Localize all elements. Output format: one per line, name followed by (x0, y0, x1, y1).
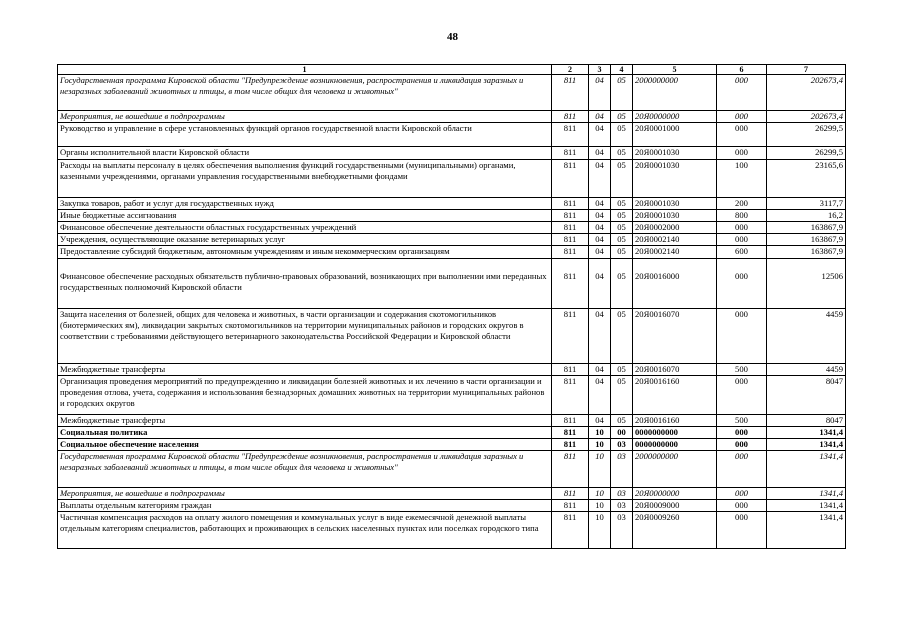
header-row (58, 65, 846, 75)
table-row (58, 451, 846, 488)
row-subsection-cell: 05 (611, 376, 633, 415)
row-expense-type-cell: 000 (717, 439, 767, 451)
row-code-cell: 811 (552, 439, 589, 451)
row-section-cell: 04 (589, 160, 611, 198)
row-target-article-cell: 20Я0016000 (633, 259, 717, 309)
row-amount-cell: 1341,4 (767, 451, 846, 488)
row-expense-type-cell: 000 (717, 427, 767, 439)
table-row (58, 259, 846, 309)
table-row (58, 427, 846, 439)
row-amount-cell: 163867,9 (767, 246, 846, 259)
page-number: 48 (447, 31, 458, 43)
row-expense-type-cell: 500 (717, 364, 767, 376)
table-row (58, 439, 846, 451)
row-name-cell: Финансовое обеспечение деятельности областных государственных учреждений (58, 222, 552, 234)
header-col-6: 6 (717, 65, 767, 75)
row-target-article-cell: 2000000000 (633, 75, 717, 111)
row-name-cell: Расходы на выплаты персоналу в целях обеспечения выполнения функций государственными (муниципальными) органами, казенными учреждениями, органами управления государственными внебюджетными фондами (58, 160, 552, 198)
row-code-cell: 811 (552, 234, 589, 246)
row-subsection-cell: 05 (611, 415, 633, 427)
row-section-cell: 04 (589, 198, 611, 210)
row-code-cell: 811 (552, 512, 589, 549)
row-section-cell: 10 (589, 488, 611, 500)
row-section-cell: 10 (589, 439, 611, 451)
row-amount-cell: 1341,4 (767, 512, 846, 549)
row-expense-type-cell: 600 (717, 246, 767, 259)
row-subsection-cell: 05 (611, 75, 633, 111)
row-amount-cell: 163867,9 (767, 222, 846, 234)
row-target-article-cell: 20Я0001000 (633, 123, 717, 147)
row-expense-type-cell: 800 (717, 210, 767, 222)
row-subsection-cell: 05 (611, 111, 633, 123)
header-col-5: 5 (633, 65, 717, 75)
row-target-article-cell: 0000000000 (633, 427, 717, 439)
row-expense-type-cell: 000 (717, 123, 767, 147)
row-amount-cell: 1341,4 (767, 439, 846, 451)
table-row (58, 376, 846, 415)
row-expense-type-cell: 000 (717, 75, 767, 111)
row-amount-cell: 12506 (767, 259, 846, 309)
row-section-cell: 04 (589, 376, 611, 415)
row-section-cell: 04 (589, 147, 611, 160)
row-subsection-cell: 05 (611, 160, 633, 198)
header-col-7: 7 (767, 65, 846, 75)
row-subsection-cell: 05 (611, 147, 633, 160)
row-subsection-cell: 05 (611, 234, 633, 246)
row-amount-cell: 26299,5 (767, 123, 846, 147)
row-name-cell: Выплаты отдельным категориям граждан (58, 500, 552, 512)
table-row (58, 309, 846, 364)
row-name-cell: Финансовое обеспечение расходных обязательств публично-правовых образований, возникающих при выполнении ими переданных государственных полномочий Кировской области (58, 259, 552, 309)
row-amount-cell: 23165,6 (767, 160, 846, 198)
row-subsection-cell: 03 (611, 488, 633, 500)
row-expense-type-cell: 000 (717, 234, 767, 246)
row-code-cell: 811 (552, 147, 589, 160)
row-name-cell: Социальная политика (58, 427, 552, 439)
row-amount-cell: 8047 (767, 376, 846, 415)
row-amount-cell: 4459 (767, 309, 846, 364)
table-row (58, 500, 846, 512)
row-section-cell: 04 (589, 111, 611, 123)
row-target-article-cell: 0000000000 (633, 439, 717, 451)
row-amount-cell: 3117,7 (767, 198, 846, 210)
row-subsection-cell: 00 (611, 427, 633, 439)
row-amount-cell: 8047 (767, 415, 846, 427)
row-expense-type-cell: 000 (717, 512, 767, 549)
table-row (58, 234, 846, 246)
row-name-cell: Закупка товаров, работ и услуг для государственных нужд (58, 198, 552, 210)
row-code-cell: 811 (552, 222, 589, 234)
row-target-article-cell: 20Я0001030 (633, 160, 717, 198)
row-subsection-cell: 03 (611, 451, 633, 488)
row-target-article-cell: 20Я0000000 (633, 111, 717, 123)
row-name-cell: Государственная программа Кировской области "Предупреждение возникновения, распространения и ликвидация заразных и незаразных заболеваний животных и птицы, в том числе общих для человека и животных" (58, 451, 552, 488)
row-section-cell: 04 (589, 210, 611, 222)
row-expense-type-cell: 000 (717, 222, 767, 234)
row-target-article-cell: 20Я0001030 (633, 147, 717, 160)
row-target-article-cell: 20Я0000000 (633, 488, 717, 500)
row-name-cell: Межбюджетные трансферты (58, 364, 552, 376)
row-name-cell: Межбюджетные трансферты (58, 415, 552, 427)
table-row (58, 415, 846, 427)
header-col-1: 1 (58, 65, 552, 75)
row-name-cell: Органы исполнительной власти Кировской области (58, 147, 552, 160)
row-code-cell: 811 (552, 427, 589, 439)
row-name-cell: Учреждения, осуществляющие оказание ветеринарных услуг (58, 234, 552, 246)
row-amount-cell: 202673,4 (767, 75, 846, 111)
row-expense-type-cell: 000 (717, 376, 767, 415)
table-row (58, 198, 846, 210)
row-name-cell: Государственная программа Кировской области "Предупреждение возникновения, распространения и ликвидация заразных и незаразных заболеваний животных и птицы, в том числе общих для человека и животных" (58, 75, 552, 111)
row-section-cell: 04 (589, 234, 611, 246)
row-subsection-cell: 05 (611, 222, 633, 234)
budget-table (57, 64, 846, 549)
row-target-article-cell: 20Я0001030 (633, 210, 717, 222)
row-code-cell: 811 (552, 488, 589, 500)
row-name-cell: Предоставление субсидий бюджетным, автономным учреждениям и иным некоммерческим организациям (58, 246, 552, 259)
row-target-article-cell: 2000000000 (633, 451, 717, 488)
row-expense-type-cell: 000 (717, 500, 767, 512)
row-name-cell: Социальное обеспечение населения (58, 439, 552, 451)
row-expense-type-cell: 000 (717, 147, 767, 160)
row-code-cell: 811 (552, 500, 589, 512)
table-row (58, 488, 846, 500)
row-code-cell: 811 (552, 160, 589, 198)
row-name-cell: Защита населения от болезней, общих для человека и животных, в части организации и содержания скотомогильников (биотермических ям), ликвидации закрытых скотомогильников на территории муниципальных районов и городских округов в соответствии с требованиями действующего ветеринарного законодательства Российской Федерации и Кировской области (58, 309, 552, 364)
table-row (58, 123, 846, 147)
table-row (58, 222, 846, 234)
row-subsection-cell: 05 (611, 364, 633, 376)
row-subsection-cell: 05 (611, 198, 633, 210)
row-expense-type-cell: 000 (717, 309, 767, 364)
row-name-cell: Мероприятия, не вошедшие в подпрограммы (58, 488, 552, 500)
row-section-cell: 04 (589, 246, 611, 259)
row-code-cell: 811 (552, 309, 589, 364)
table-body (58, 75, 846, 549)
row-name-cell: Руководство и управление в сфере установленных функций органов государственной власти Кировской области (58, 123, 552, 147)
row-code-cell: 811 (552, 123, 589, 147)
row-expense-type-cell: 100 (717, 160, 767, 198)
row-code-cell: 811 (552, 376, 589, 415)
row-subsection-cell: 03 (611, 500, 633, 512)
row-expense-type-cell: 200 (717, 198, 767, 210)
row-subsection-cell: 05 (611, 210, 633, 222)
row-name-cell: Иные бюджетные ассигнования (58, 210, 552, 222)
row-subsection-cell: 03 (611, 512, 633, 549)
row-target-article-cell: 20Я0016070 (633, 309, 717, 364)
table-row (58, 75, 846, 111)
row-amount-cell: 1341,4 (767, 488, 846, 500)
row-subsection-cell: 05 (611, 259, 633, 309)
row-code-cell: 811 (552, 415, 589, 427)
row-name-cell: Организация проведения мероприятий по предупреждению и ликвидации болезней животных и их лечению в части организации и проведения отлова, учета, содержания и использования безнадзорных домашних животных на территории муниципальных районов и городских округов (58, 376, 552, 415)
row-amount-cell: 163867,9 (767, 234, 846, 246)
table-row (58, 512, 846, 549)
row-amount-cell: 1341,4 (767, 427, 846, 439)
row-subsection-cell: 05 (611, 246, 633, 259)
row-code-cell: 811 (552, 246, 589, 259)
row-amount-cell: 4459 (767, 364, 846, 376)
row-subsection-cell: 05 (611, 309, 633, 364)
row-name-cell: Мероприятия, не вошедшие в подпрограммы (58, 111, 552, 123)
row-code-cell: 811 (552, 364, 589, 376)
header-col-3: 3 (589, 65, 611, 75)
row-amount-cell: 26299,5 (767, 147, 846, 160)
row-code-cell: 811 (552, 111, 589, 123)
row-expense-type-cell: 000 (717, 259, 767, 309)
row-target-article-cell: 20Я0016070 (633, 364, 717, 376)
row-section-cell: 04 (589, 309, 611, 364)
row-amount-cell: 16,2 (767, 210, 846, 222)
row-section-cell: 10 (589, 500, 611, 512)
row-amount-cell: 202673,4 (767, 111, 846, 123)
header-col-2: 2 (552, 65, 589, 75)
row-code-cell: 811 (552, 451, 589, 488)
row-target-article-cell: 20Я0001030 (633, 198, 717, 210)
row-section-cell: 04 (589, 364, 611, 376)
row-name-cell: Частичная компенсация расходов на оплату жилого помещения и коммунальных услуг в виде ежемесячной денежной выплаты отдельным категориям специалистов, работающих и проживающих в сельских населенных пунктах или поселках городского типа (58, 512, 552, 549)
row-code-cell: 811 (552, 198, 589, 210)
row-section-cell: 04 (589, 415, 611, 427)
row-subsection-cell: 05 (611, 123, 633, 147)
row-expense-type-cell: 000 (717, 488, 767, 500)
row-section-cell: 10 (589, 512, 611, 549)
row-amount-cell: 1341,4 (767, 500, 846, 512)
row-section-cell: 04 (589, 123, 611, 147)
row-target-article-cell: 20Я0002000 (633, 222, 717, 234)
table-row (58, 246, 846, 259)
table-row (58, 147, 846, 160)
header-col-4: 4 (611, 65, 633, 75)
row-code-cell: 811 (552, 259, 589, 309)
row-section-cell: 04 (589, 222, 611, 234)
row-target-article-cell: 20Я0009260 (633, 512, 717, 549)
row-section-cell: 04 (589, 75, 611, 111)
row-target-article-cell: 20Я0009000 (633, 500, 717, 512)
row-subsection-cell: 03 (611, 439, 633, 451)
row-target-article-cell: 20Я0016160 (633, 415, 717, 427)
row-code-cell: 811 (552, 75, 589, 111)
row-code-cell: 811 (552, 210, 589, 222)
row-section-cell: 04 (589, 259, 611, 309)
row-section-cell: 10 (589, 427, 611, 439)
row-expense-type-cell: 000 (717, 111, 767, 123)
row-target-article-cell: 20Я0016160 (633, 376, 717, 415)
row-target-article-cell: 20Я0002140 (633, 246, 717, 259)
row-expense-type-cell: 000 (717, 451, 767, 488)
table-row (58, 160, 846, 198)
row-section-cell: 10 (589, 451, 611, 488)
table-row (58, 210, 846, 222)
table-row (58, 364, 846, 376)
table-row (58, 111, 846, 123)
row-target-article-cell: 20Я0002140 (633, 234, 717, 246)
row-expense-type-cell: 500 (717, 415, 767, 427)
